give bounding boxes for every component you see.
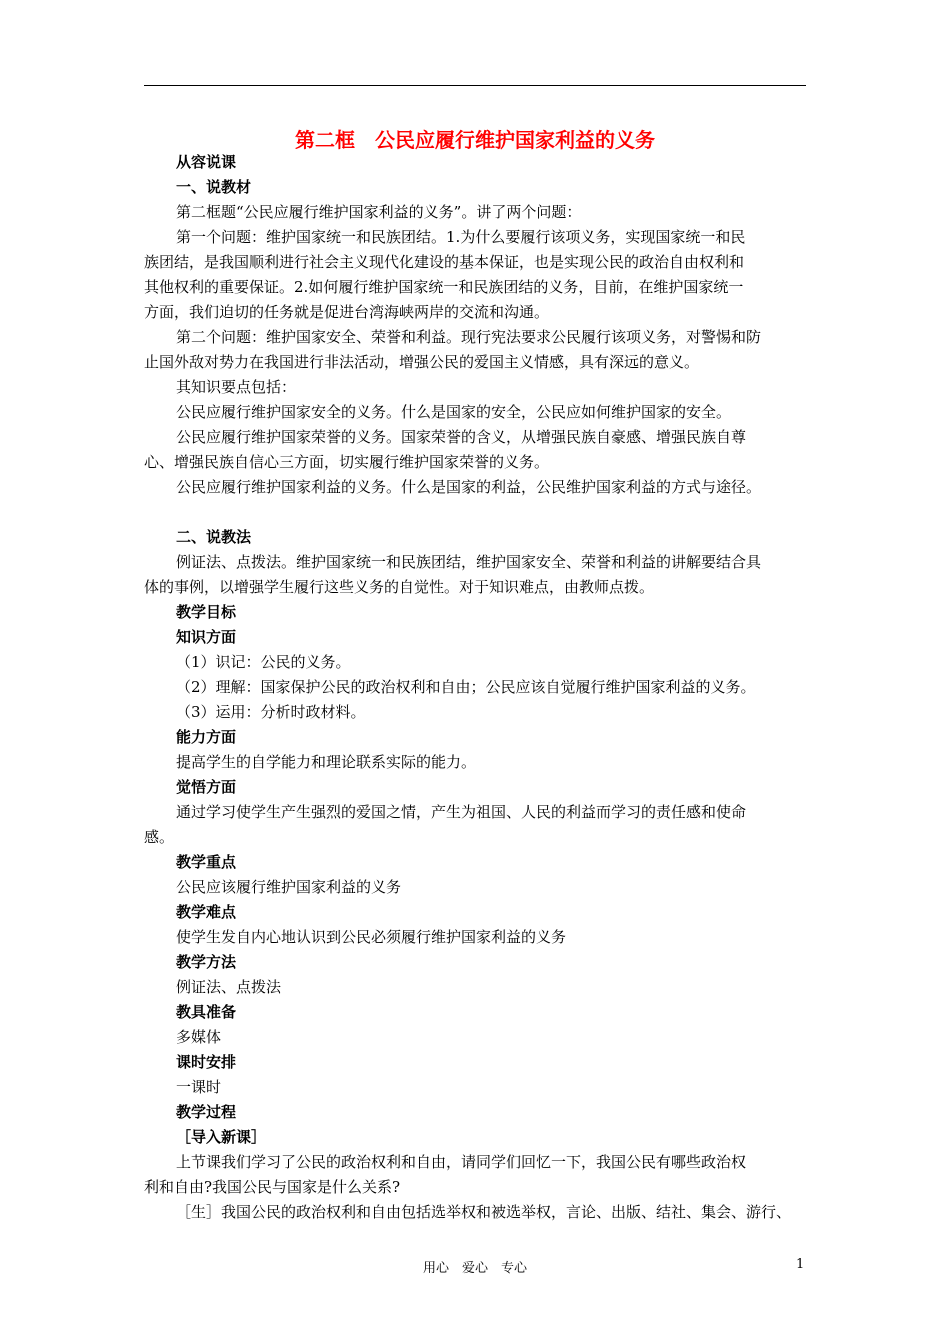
text-line: 公民应该履行维护国家利益的义务: [176, 878, 402, 896]
text-line: 上节课我们学习了公民的政治权利和自由，请同学们回忆一下，我国公民有哪些政治权: [176, 1153, 747, 1171]
text-line: （2）理解：国家保护公民的政治权利和自由；公民应该自觉履行维护国家利益的义务。: [176, 678, 756, 696]
text-line: 感。: [144, 828, 175, 846]
section-heading: 课时安排: [176, 1053, 237, 1071]
document-body: [144, 150, 810, 1225]
text-line: 使学生发自内心地认识到公民必须履行维护国家利益的义务: [176, 928, 567, 946]
text-line: 其他权利的重要保证。2.如何履行维护国家统一和民族团结的义务，目前，在维护国家统一: [144, 278, 744, 296]
text-line: 体的事例，以增强学生履行这些义务的自觉性。对于知识难点，由教师点拨。: [144, 578, 655, 596]
section-heading: 教学重点: [176, 853, 237, 871]
page-title: 第二框 公民应履行维护国家利益的义务: [295, 128, 655, 152]
text-line: 第二框题“公民应履行维护国家利益的义务”。讲了两个问题：: [176, 203, 582, 221]
header-rule: [144, 85, 806, 86]
page-footer: 用心 爱心 专心: [422, 1261, 527, 1276]
section-heading: 教具准备: [176, 1003, 237, 1021]
section-heading: 一、说教材: [176, 178, 252, 196]
text-line: 多媒体: [176, 1028, 222, 1046]
section-heading: 教学过程: [176, 1103, 237, 1121]
text-line: 通过学习使学生产生强烈的爱国之情，产生为祖国、人民的利益而学习的责任感和使命: [176, 803, 747, 821]
blank-line: [176, 500, 810, 525]
text-line: （1）识记：公民的义务。: [176, 653, 351, 671]
text-line: 第一个问题：维护国家统一和民族团结。1.为什么要履行该项义务，实现国家统一和民: [176, 228, 746, 246]
section-heading: 能力方面: [176, 728, 237, 746]
text-line: 例证法、点拨法。维护国家统一和民族团结，维护国家安全、荣誉和利益的讲解要结合具: [176, 553, 762, 571]
text-line: 公民应履行维护国家利益的义务。什么是国家的利益，公民维护国家利益的方式与途径。: [176, 478, 762, 496]
text-line: 止国外敌对势力在我国进行非法活动，增强公民的爱国主义情感，具有深远的意义。: [144, 353, 700, 371]
text-line: 一课时: [176, 1078, 222, 1096]
section-heading: 觉悟方面: [176, 778, 237, 796]
text-line: 公民应履行维护国家荣誉的义务。国家荣誉的含义，从增强民族自豪感、增强民族自尊: [176, 428, 747, 446]
text-line: 利和自由?我国公民与国家是什么关系?: [144, 1178, 401, 1196]
section-heading: ［导入新课］: [176, 1128, 267, 1146]
text-line: 提高学生的自学能力和理论联系实际的能力。: [176, 753, 477, 771]
text-line: 心、增强民族自信心三方面，切实履行维护国家荣誉的义务。: [144, 453, 550, 471]
section-heading: 从容说课: [176, 153, 237, 171]
text-line: 方面，我们迫切的任务就是促进台湾海峡两岸的交流和沟通。: [144, 303, 550, 321]
page-number: 1: [796, 1257, 805, 1272]
text-line: 其知识要点包括：: [176, 378, 297, 396]
section-heading: 教学目标: [176, 603, 237, 621]
text-line: 第二个问题：维护国家安全、荣誉和利益。现行宪法要求公民履行该项义务，对警惕和防: [176, 328, 762, 346]
text-line: 族团结，是我国顺利进行社会主义现代化建设的基本保证，也是实现公民的政治自由权利和: [144, 253, 745, 271]
text-line: ［生］我国公民的政治权利和自由包括选举权和被选举权，言论、出版、结社、集会、游行、: [176, 1203, 792, 1221]
section-heading: 教学难点: [176, 903, 237, 921]
section-heading: 教学方法: [176, 953, 237, 971]
section-heading: 知识方面: [176, 628, 237, 646]
section-heading: 二、说教法: [176, 528, 252, 546]
text-line: 例证法、点拨法: [176, 978, 282, 996]
text-line: （3）运用：分析时政材料。: [176, 703, 366, 721]
text-line: 公民应履行维护国家安全的义务。什么是国家的安全，公民应如何维护国家的安全。: [176, 403, 732, 421]
